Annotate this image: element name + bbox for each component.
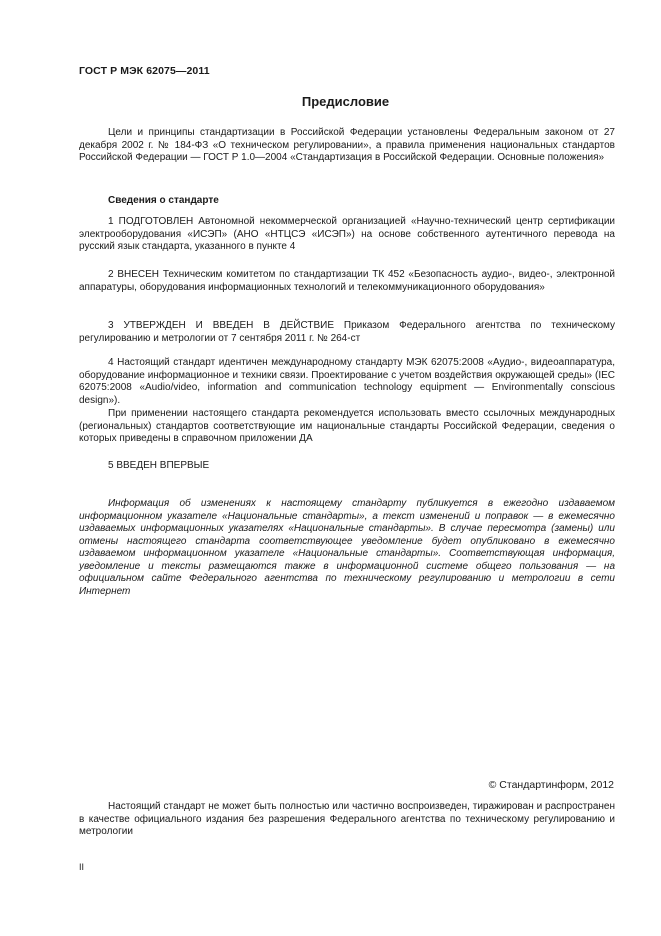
item-5-paragraph: 5 ВВЕДЕН ВПЕРВЫЕ xyxy=(108,460,210,471)
page-title: Предисловие xyxy=(301,94,390,109)
item-4-note-paragraph: При применении настоящего стандарта рекомендуется использовать вместо ссылочных международных (региональных) стандартов соответствующие им национальные стандарты Российской Федерации, сведения о которых приведены в справочном приложении ДА xyxy=(79,408,615,444)
item-3-paragraph: 3 УТВЕРЖДЕН И ВВЕДЕН В ДЕЙСТВИЕ Приказом Федерального агентства по техническому регулированию и метрологии от 7 сентября 2011 г. № 264-ст xyxy=(79,320,615,344)
page-number: II xyxy=(79,862,85,872)
section-heading: Сведения о стандарте xyxy=(108,195,219,206)
item-2-paragraph: 2 ВНЕСЕН Техническим комитетом по стандартизации ТК 452 «Безопасность аудио-, видео-, электронной аппаратуры, оборудования информационных технологий и телекоммуникационного оборудования» xyxy=(79,269,615,293)
document-code: ГОСТ Р МЭК 62075—2011 xyxy=(79,65,210,77)
footer-paragraph: Настоящий стандарт не может быть полностью или частично воспроизведен, тиражирован и распространен в качестве официального издания без разрешения Федерального агентства по техническому регулированию и метрологии xyxy=(79,801,615,837)
intro-paragraph: Цели и принципы стандартизации в Российской Федерации установлены Федеральным законом от 27 декабря 2002 г. № 184-ФЗ «О техническом регулировании», а правила применения национальных стандартов Российской Федерации — ГОСТ Р 1.0—2004 «Стандартизация в Российской Федерации. Основные положения» xyxy=(79,127,615,163)
item-4-paragraph: 4 Настоящий стандарт идентичен международному стандарту МЭК 62075:2008 «Аудио-, видеоаппаратура, оборудование информационное и техники связи. Проектирование с учетом воздействия окружающей среды» (IEC 62075:2008 «Audio/video, information and communication technology equipment — Environmentally conscious design»). xyxy=(79,357,615,406)
notice-paragraph: Информация об изменениях к настоящему стандарту публикуется в ежегодно издаваемом информационном указателе «Национальные стандарты», а текст изменений и поправок — в ежемесячно издаваемых информационных указателях «Национальные стандарты». В случае пересмотра (замены) или отмены настоящего стандарта соответствующее уведомление будет опубликовано в ежемесячно издаваемом информационном указателе «Национальные стандарты». Соответствующая информация, уведомление и тексты размещаются также в информационной системе общего пользования — на официальном сайте Федерального агентства по техническому регулированию и метрологии в сети Интернет xyxy=(79,498,615,597)
item-1-paragraph: 1 ПОДГОТОВЛЕН Автономной некоммерческой организацией «Научно-технический центр сертификации электрооборудования «ИСЭП» (АНО «НТЦСЭ «ИСЭП») на основе собственного аутентичного перевода на русский язык стандарта, указанного в пункте 4 xyxy=(79,216,615,252)
copyright-line: © Стандартинформ, 2012 xyxy=(488,779,614,791)
